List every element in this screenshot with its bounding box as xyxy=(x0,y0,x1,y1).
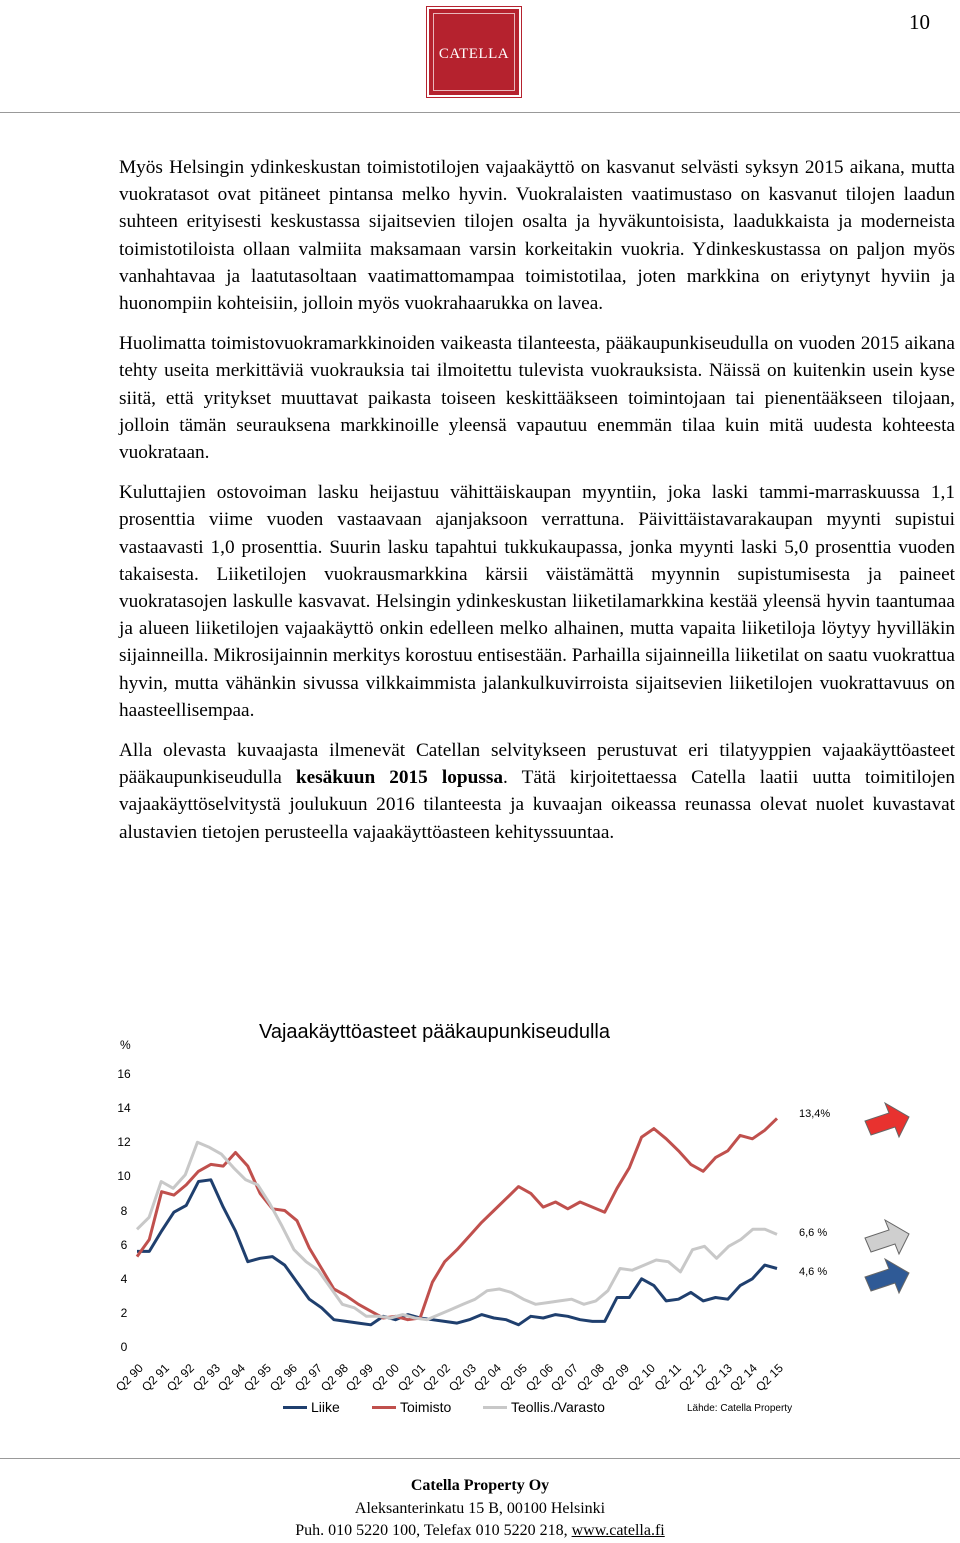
legend-label: Teollis./Varasto xyxy=(511,1399,605,1415)
legend-label: Toimisto xyxy=(400,1399,452,1415)
legend-label: Liike xyxy=(311,1399,340,1415)
footer-address: Aleksanterinkatu 15 B, 00100 Helsinki xyxy=(354,1500,606,1517)
y-tick-label: 6 xyxy=(120,1237,128,1252)
catella-logo xyxy=(427,7,521,97)
legend-item-toimisto xyxy=(372,1399,451,1415)
x-tick-label: Q2 11 xyxy=(651,1361,684,1394)
paragraph-bold-text: kesäkuun 2015 lopussa xyxy=(295,767,504,789)
vacancy-chart xyxy=(100,1010,960,1430)
footer-divider xyxy=(0,1458,960,1459)
y-tick-label: 2 xyxy=(120,1305,128,1320)
x-tick-label: Q2 05 xyxy=(496,1361,530,1395)
x-tick-label: Q2 15 xyxy=(752,1361,786,1395)
end-label-toimisto: 13,4% xyxy=(799,1108,831,1120)
x-tick-label: Q2 13 xyxy=(701,1361,735,1395)
paragraph-text: Alla olevasta kuvaajasta ilmenevät Catellan selvitykseen perustuvat eri tilatyyppien vajaakäyttöasteet pääkaupunkiseudulla xyxy=(119,740,955,789)
paragraph: Kuluttajien ostovoiman lasku heijastuu vähittäiskaupan myyntiin, joka laski tammi-marraskuussa 1,1 prosenttia viime vuoden vastaavaan ajanjaksoon verrattuna. Päivittäistavarakaupan myynti supistui vastaavasti 1,0 prosenttia. Suurin lasku tapahtui tukkukaupassa, jonka myynti laski 5,0 prosenttia vuoden takaisesta. Liiketilojen vuokrausmarkkina kärsii väistämättä myynnin supistumisesta ja paineet vuokratasojen laskulle kasvavat. Helsingin ydinkeskustan liiketilamarkkina kestää yleensä hyvin taantumaa ja alueen liiketilojen vajaakäyttö onkin edelleen melko alhainen, mutta vapaita liiketiloja löytyy hyvilläkin sijainneilla. Mikrosijainnin merkitys korostuu entisestään. Parhailla sijainneilla liiketilat on saatu vuokrattua hyvin, mutta vähänkin sivussa vilkkaimmista jalankulkuvirroista sijaitsevien liiketilojen vuokrattavuus on haasteellisempaa. xyxy=(119,482,955,721)
x-tick-label: Q2 90 xyxy=(112,1361,146,1395)
x-tick-label: Q2 97 xyxy=(292,1361,326,1395)
x-tick-label: Q2 98 xyxy=(317,1361,351,1395)
y-tick-label: 4 xyxy=(120,1271,128,1286)
x-tick-label: Q2 06 xyxy=(522,1361,556,1395)
y-tick-label: 8 xyxy=(120,1203,128,1218)
x-tick-label: Q2 02 xyxy=(420,1361,454,1395)
x-tick-label: Q2 92 xyxy=(164,1361,198,1395)
x-tick-label: Q2 94 xyxy=(215,1361,249,1395)
article-body xyxy=(119,154,955,859)
paragraph: Huolimatta toimistovuokramarkkinoiden vaikeasta tilanteesta, pääkaupunkiseudulla on vuoden 2015 aikana tehty useita merkittäviä vuokrauksia tai ilmoitettu tulevista vuokrauksista. Näissä on kuitenkin usein kyse siitä, että yritykset muuttavat paikasta toiseen keskittääkseen toimintojaan tai pienentääkseen tilojaan, jolloin tämän seurauksena markkinoille yleensä vapautuu enemmän tilaa kuin mitä uudesta kohteesta vuokrataan. xyxy=(119,333,955,464)
x-tick-label: Q2 01 xyxy=(394,1361,428,1395)
header-divider xyxy=(0,112,960,113)
trend-arrow-icon xyxy=(865,1259,909,1293)
trend-arrow-icon xyxy=(865,1103,909,1137)
x-tick-label: Q2 12 xyxy=(676,1361,710,1395)
paragraph: Myös Helsingin ydinkeskustan toimistotilojen vajaakäyttö on kasvanut selvästi syksyn 2015 aikana, mutta vuokratasot ovat pitäneet pintansa melko hyvin. Vuokralaisten vaatimustaso on kasvanut tilojen laadun suhteen erityisesti keskustassa sijaitsevien tilojen osalta ja hyväkuntoisista, laadukkaista ja moderneista toimistotiloista ollaan valmiita maksamaan varsin korkeitakin vuokria. Ydinkeskustassa on paljon myös vanhahtavaa ja laatutasoltaan vaatimattomampaa toimistotilaa, joten markkina on eriytynyt hyviin ja huonompiin kohteisiin, jolloin myös vuokrahaarukka on lavea. xyxy=(119,157,955,315)
x-tick-label: Q2 00 xyxy=(368,1361,402,1395)
x-tick-label: Q2 95 xyxy=(240,1361,274,1395)
x-tick-label: Q2 96 xyxy=(266,1361,300,1395)
x-tick-label: Q2 10 xyxy=(624,1361,658,1395)
x-tick-label: Q2 04 xyxy=(471,1361,505,1395)
chart-source: Lähde: Catella Property xyxy=(687,1403,793,1414)
website-link[interactable]: www.catella.fi xyxy=(571,1522,665,1539)
legend-swatch xyxy=(483,1406,507,1409)
logo-text: CATELLA xyxy=(438,46,510,62)
legend-swatch xyxy=(372,1406,396,1409)
series-line-toimisto xyxy=(137,1118,777,1319)
legend-item-liike xyxy=(283,1399,340,1415)
end-label-varasto: 6,6 % xyxy=(799,1227,828,1239)
y-tick-label: 16 xyxy=(117,1067,131,1081)
x-tick-label: Q2 07 xyxy=(548,1361,582,1395)
x-tick-label: Q2 08 xyxy=(573,1361,607,1395)
chart-plot xyxy=(100,1010,960,1430)
footer-phone: Puh. 010 5220 100, Telefax 010 5220 218, xyxy=(295,1522,572,1539)
footer-company: Catella Property Oy xyxy=(410,1477,550,1494)
y-tick-label: 12 xyxy=(117,1135,131,1150)
chart-title: Vajaakäyttöasteet pääkaupunkiseudulla xyxy=(259,1021,610,1043)
paragraph-text: . Tätä kirjoitettaessa Catella laatii uutta toimitilojen vajaakäyttöselvitystä joulukuun 2016 tilanteesta ja kuvaajan oikeassa reunassa olevat nuolet kuvastavat alustavien tietojen perusteella vajaakäyttöasteen kehityssuuntaa. xyxy=(119,767,956,843)
legend-swatch xyxy=(283,1406,307,1409)
y-tick-label: 10 xyxy=(117,1169,131,1184)
x-tick-label: Q2 03 xyxy=(445,1361,479,1395)
y-tick-label: 0 xyxy=(120,1340,128,1354)
end-label-liike: 4,6 % xyxy=(799,1266,828,1278)
x-tick-label: Q2 99 xyxy=(343,1361,377,1395)
series-line-teollisvarasto xyxy=(137,1142,777,1319)
x-tick-label: Q2 91 xyxy=(138,1361,172,1395)
x-tick-label: Q2 14 xyxy=(727,1361,761,1395)
x-tick-label: Q2 09 xyxy=(599,1361,633,1395)
paragraph xyxy=(119,737,955,846)
page-number: 10 xyxy=(909,10,930,34)
trend-arrow-icon xyxy=(865,1220,909,1254)
x-tick-label: Q2 93 xyxy=(189,1361,223,1395)
legend-item-varasto xyxy=(483,1399,605,1415)
series-line-liike xyxy=(137,1180,777,1325)
footer-contact xyxy=(0,1522,960,1540)
y-tick-label: 14 xyxy=(117,1101,131,1116)
y-axis-label: % xyxy=(120,1038,131,1052)
